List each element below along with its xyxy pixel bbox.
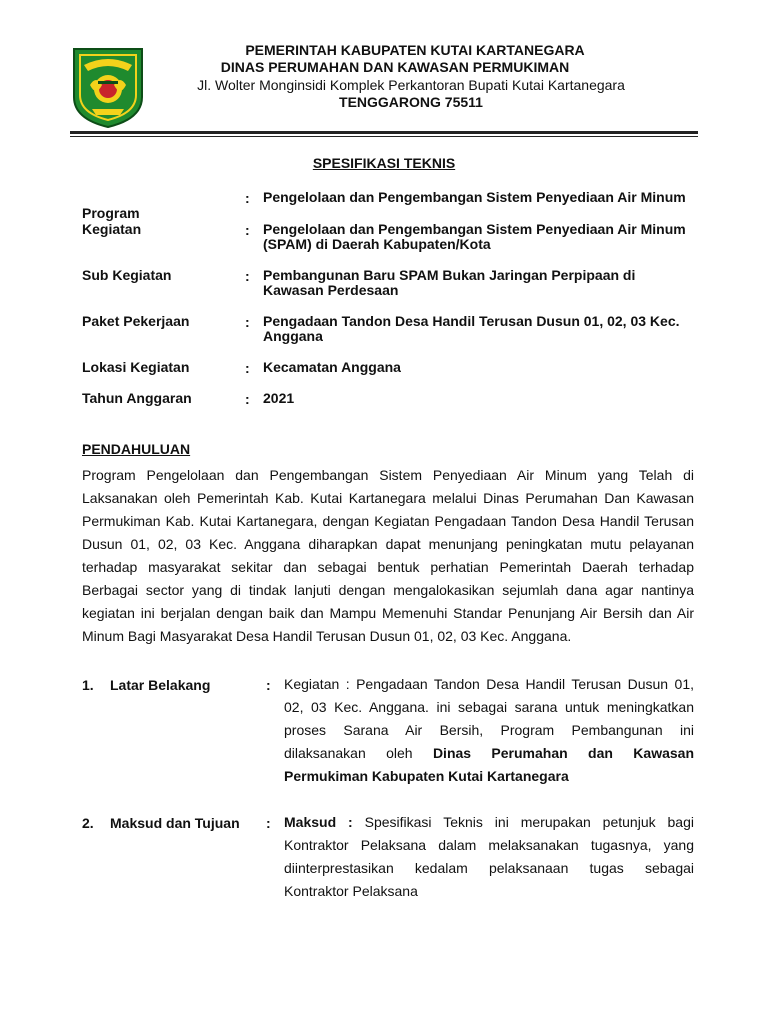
kegiatan-colon: : xyxy=(245,222,250,238)
paket-colon: : xyxy=(245,314,250,330)
letterhead-divider-thick xyxy=(70,131,698,134)
item2-line1-rest: Spesifikasi Teknis ini merupakan petunjuk bagi xyxy=(364,814,694,830)
paket-value xyxy=(263,314,703,344)
item2-line: diinterprestasikan kedalam pelaksanaan tugas sebagai xyxy=(284,860,694,876)
item1-label: Latar Belakang xyxy=(110,677,211,693)
item2-colon: : xyxy=(266,815,271,831)
paragraph-line: Program Pengelolaan dan Pengembangan Sistem Penyediaan Air Minum yang Telah di xyxy=(82,467,694,483)
item1-line: Kegiatan : Pengadaan Tandon Desa Handil Terusan Dusun 01, xyxy=(284,676,694,692)
kegiatan-value xyxy=(263,222,703,252)
item1-line5-bold: Permukiman Kabupaten Kutai Kartanegara xyxy=(284,768,569,784)
paragraph-line: Permukiman Kab. Kutai Kartanegara, dengan Kegiatan Pengadaan Tandon Desa Handil Terusan xyxy=(82,513,694,529)
sub-kegiatan-value xyxy=(263,268,703,298)
letterhead-address: Jl. Wolter Monginsidi Komplek Perkantoran Bupati Kutai Kartanegara xyxy=(197,77,625,93)
kegiatan-value-line: (SPAM) di Daerah Kabupaten/Kota xyxy=(263,236,491,252)
lokasi-label: Lokasi Kegiatan xyxy=(82,359,190,375)
item1-number: 1. xyxy=(82,677,94,693)
logo xyxy=(70,45,146,129)
pendahuluan-heading: PENDAHULUAN xyxy=(82,441,191,457)
item1-body xyxy=(284,673,694,788)
lokasi-value: Kecamatan Anggana xyxy=(263,359,401,375)
sub-kegiatan-value-line: Pembangunan Baru SPAM Bukan Jaringan Perpipaan di xyxy=(263,267,636,283)
program-label: Program xyxy=(82,205,140,221)
program-colon: : xyxy=(245,190,250,206)
item2-line: Kontraktor Pelaksana dalam melaksanakan tugasnya, yang xyxy=(284,837,694,853)
tahun-value: 2021 xyxy=(263,390,295,406)
crest-icon xyxy=(70,45,146,129)
tahun-label: Tahun Anggaran xyxy=(82,390,192,406)
item2-label: Maksud dan Tujuan xyxy=(110,815,240,831)
maksud-label: Maksud : xyxy=(284,814,353,830)
kegiatan-label: Kegiatan xyxy=(82,221,142,237)
letterhead-government: PEMERINTAH KABUPATEN KUTAI KARTANEGARA xyxy=(245,42,585,58)
paket-value-line: Pengadaan Tandon Desa Handil Terusan Dusun 01, 02, 03 Kec. xyxy=(263,313,680,329)
program-value: Pengelolaan dan Pengembangan Sistem Penyediaan Air Minum xyxy=(263,189,686,205)
item1-colon: : xyxy=(266,677,271,693)
lokasi-colon: : xyxy=(245,360,250,376)
item1-line: 02, 03 Kec. Anggana. ini sebagai sarana untuk meningkatkan xyxy=(284,699,694,715)
kegiatan-value-line: Pengelolaan dan Pengembangan Sistem Penyediaan Air Minum xyxy=(263,221,686,237)
letterhead-divider-thin xyxy=(70,136,698,137)
item1-line: proses Sarana Air Bersih, Program Pembangunan ini xyxy=(284,722,694,738)
sub-kegiatan-label: Sub Kegiatan xyxy=(82,267,172,283)
paragraph-line: Dusun 01, 02, 03 Kec. Anggana diharapkan dapat menunjang peningkatan mutu pelayanan xyxy=(82,536,694,552)
paragraph-line: Berbagai sector yang di tindak lanjuti dengan mengalokasikan sejumlah dana agar nantinya xyxy=(82,582,694,598)
item1-line xyxy=(284,742,694,765)
paragraph-line: kegiatan ini berjalan dengan baik dan Mampu Memenuhi Standar Penunjang Air Bersih dan Air xyxy=(82,605,694,621)
paragraph-line: Laksanakan oleh Pemerintah Kab. Kutai Kartanegara melalui Dinas Perumahan Dan Kawasan xyxy=(82,490,694,506)
paragraph-line: Minum Bagi Masyarakat Desa Handil Terusan Dusun 01, 02, 03 Kec. Anggana. xyxy=(82,628,572,644)
item1-line4-plain: dilaksanakan oleh xyxy=(284,745,413,761)
paragraph-line: terhadap masyarakat sekitar dan sebagai bentuk perhatian Pemerintah Daerah terhadap xyxy=(82,559,694,575)
item2-line: Kontraktor Pelaksana xyxy=(284,883,418,899)
paket-value-line: Anggana xyxy=(263,328,323,344)
item1-line4-bold: Dinas Perumahan dan Kawasan xyxy=(432,745,694,761)
paket-label: Paket Pekerjaan xyxy=(82,313,190,329)
letterhead-city: TENGGARONG 75511 xyxy=(339,94,483,110)
letterhead-agency: DINAS PERUMAHAN DAN KAWASAN PERMUKIMAN xyxy=(220,59,570,75)
pendahuluan-paragraph xyxy=(82,464,694,648)
document-title: SPESIFIKASI TEKNIS xyxy=(312,155,456,171)
item2-number: 2. xyxy=(82,815,94,831)
sub-kegiatan-colon: : xyxy=(245,268,250,284)
item2-body xyxy=(284,811,694,903)
tahun-colon: : xyxy=(245,391,250,407)
item2-line xyxy=(284,811,694,834)
sub-kegiatan-value-line: Kawasan Perdesaan xyxy=(263,282,399,298)
